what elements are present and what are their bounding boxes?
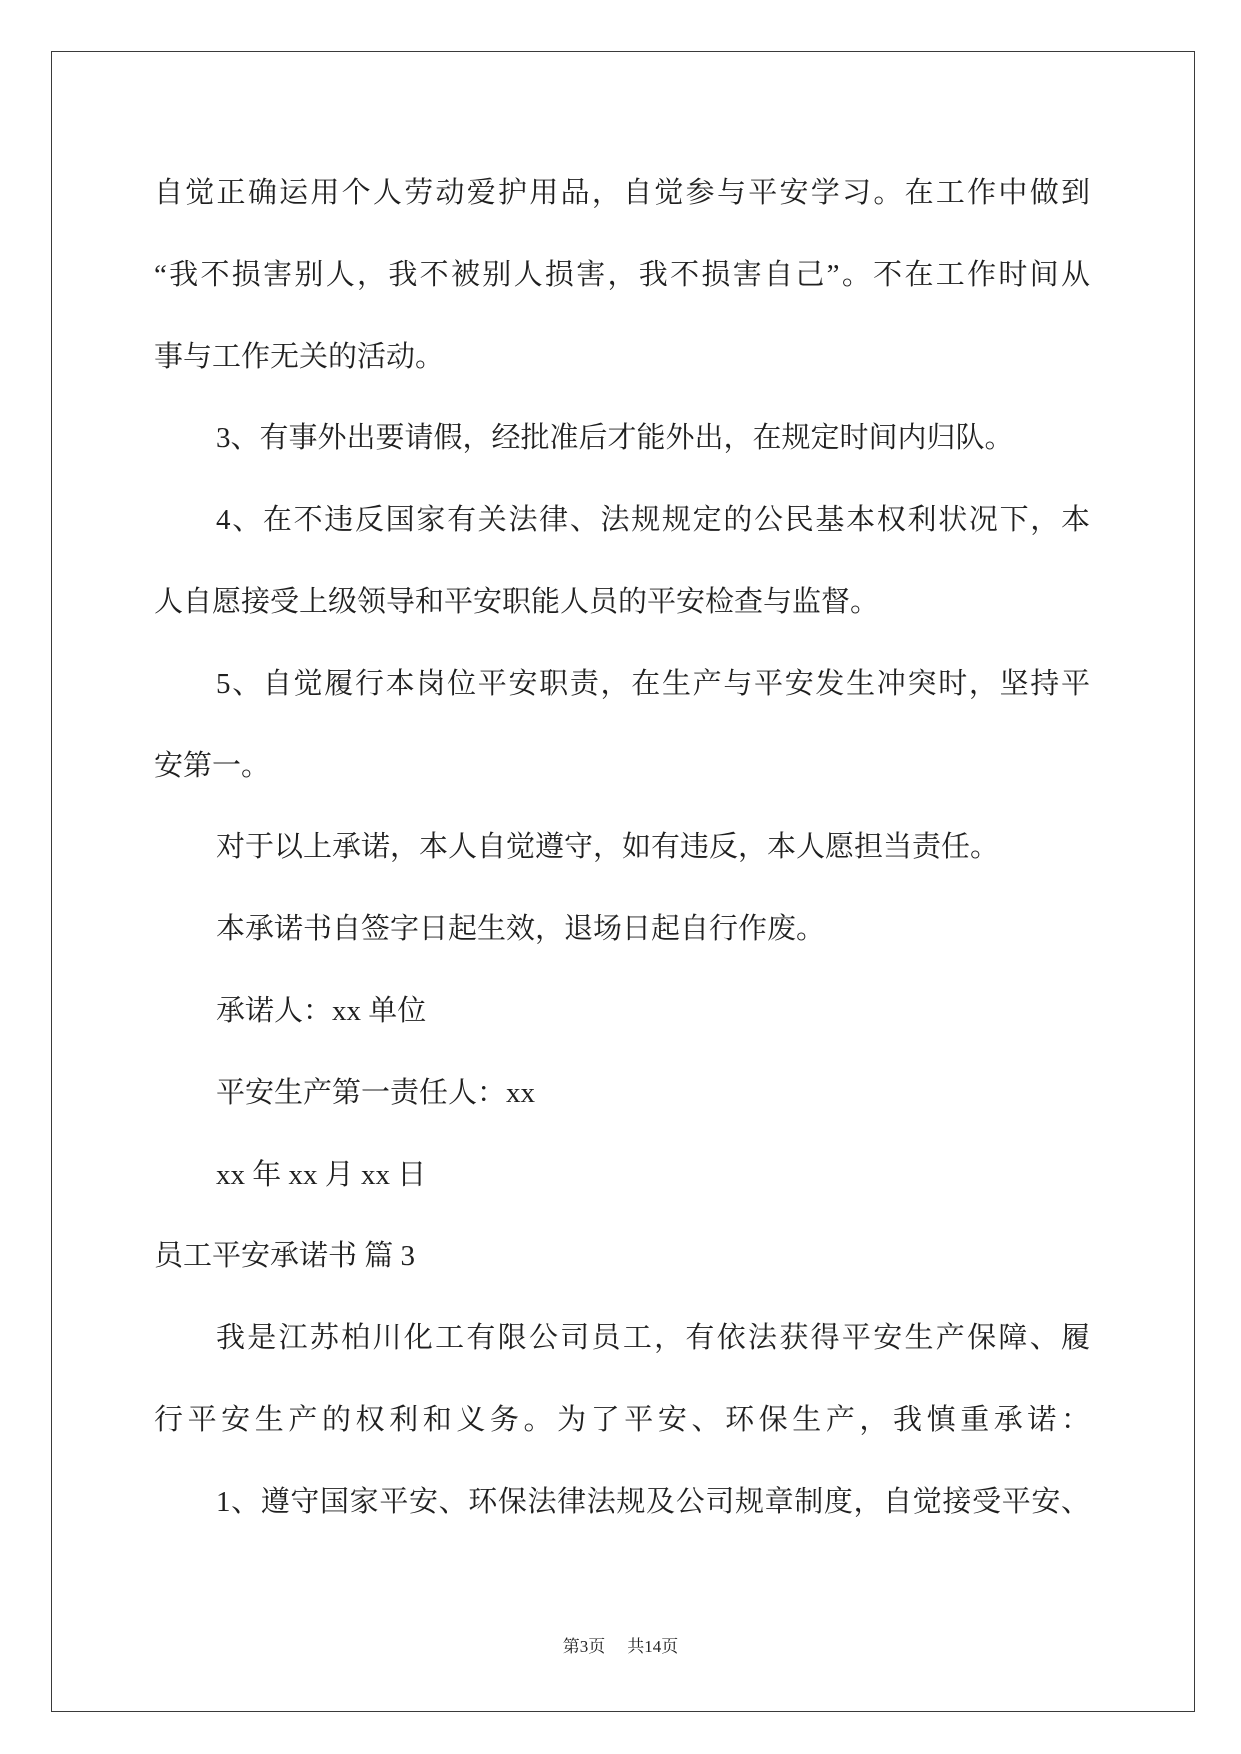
body-line: 1、遵守国家平安、环保法律法规及公司规章制度，自觉接受平安、 — [216, 1485, 1090, 1518]
body-line: 自觉正确运用个人劳动爱护用品，自觉参与平安学习。在工作中做到 — [154, 177, 1090, 209]
body-line: “我不损害别人，我不被别人损害，我不损害自己”。不在工作时间从 — [154, 258, 1090, 291]
responsible-person-line: 平安生产第一责任人：xx — [216, 1076, 536, 1109]
body-line: 我是江苏柏川化工有限公司员工，有依法获得平安生产保障、履 — [216, 1322, 1090, 1355]
page-footer — [0, 1635, 1241, 1659]
body-line: 人自愿接受上级领导和平安职能人员的平安检查与监督。 — [154, 586, 880, 618]
body-line: 3、有事外出要请假，经批准后才能外出，在规定时间内归队。 — [216, 422, 1014, 455]
page-border — [51, 51, 1195, 1712]
body-line: 本承诺书自签字日起生效，退场日起自行作废。 — [216, 913, 826, 946]
body-line: 行平安生产的权利和义务。为了平安、环保生产，我慎重承诺： — [154, 1404, 1090, 1436]
body-line: 安第一。 — [154, 749, 271, 782]
date-line: xx 年 xx 月 xx 日 — [216, 1158, 427, 1191]
body-line: 对于以上承诺，本人自觉遵守，如有违反，本人愿担当责任。 — [216, 831, 1000, 864]
body-line: 4、在不违反国家有关法律、法规规定的公民基本权利状况下，本 — [216, 504, 1090, 537]
section-heading: 员工平安承诺书 篇 3 — [154, 1240, 416, 1273]
body-line: 事与工作无关的活动。 — [154, 340, 445, 373]
body-line: 5、自觉履行本岗位平安职责，在生产与平安发生冲突时，坚持平 — [216, 667, 1090, 700]
page-total: 共14页 — [627, 1637, 679, 1656]
page-number: 第3页 — [562, 1637, 606, 1656]
signatory-line: 承诺人：xx 单位 — [216, 995, 427, 1027]
